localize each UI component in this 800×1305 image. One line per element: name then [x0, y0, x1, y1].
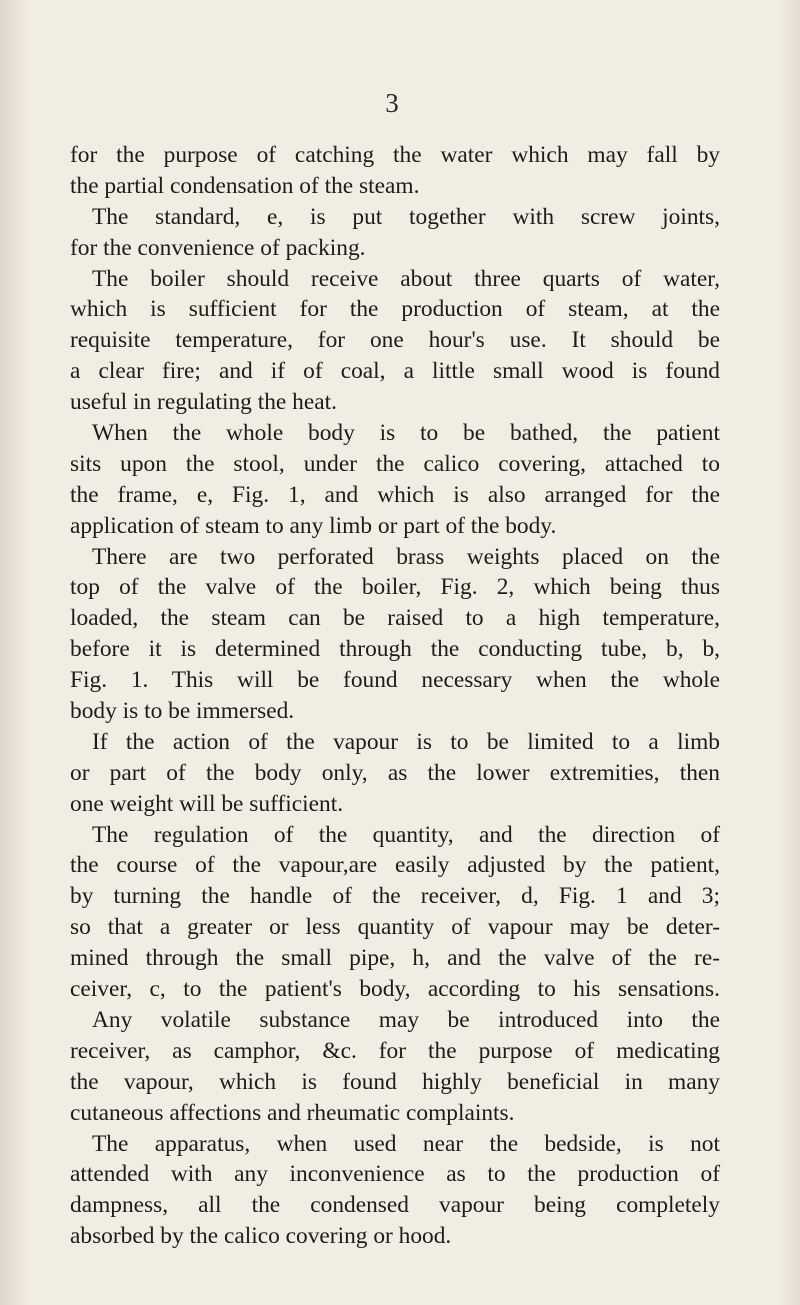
text-line: useful in regulating the heat. — [70, 389, 337, 416]
text-line: The apparatus, when used near the bedside, is not — [92, 1130, 720, 1157]
text-line: the partial condensation of the steam. — [70, 172, 420, 199]
text-line: by turning the handle of the receiver, d, Fig. 1 and 3; — [70, 883, 720, 910]
text-line: the frame, e, Fig. 1, and which is also arranged for the — [70, 481, 720, 508]
text-line: receiver, as camphor, &c. for the purpose of medicating — [70, 1037, 720, 1064]
text-line: one weight will be sufficient. — [70, 790, 344, 817]
text-line: before it is determined through the conducting tube, b, b, — [70, 636, 720, 663]
text-line: Any volatile substance may be introduced into the — [92, 1006, 720, 1033]
text-line: body is to be immersed. — [70, 698, 295, 725]
text-line: mined through the small pipe, h, and the valve of the re- — [70, 945, 720, 972]
text-line: for the convenience of packing. — [70, 234, 366, 261]
text-line: If the action of the vapour is to be limited to a limb — [92, 728, 720, 755]
text-line: ceiver, c, to the patient's body, according to his sensations. — [70, 976, 720, 1003]
text-line: for the purpose of catching the water which may fall by — [70, 142, 720, 168]
text-line: top of the valve of the boiler, Fig. 2, which being thus — [70, 574, 720, 601]
text-line: a clear fire; and if of coal, a little small wood is found — [70, 358, 720, 385]
text-line: The standard, e, is put together with screw joints, — [92, 203, 720, 230]
text-line: the course of the vapour,are easily adjusted by the patient, — [70, 852, 720, 879]
text-line: absorbed by the calico covering or hood. — [70, 1223, 452, 1250]
text-line: The regulation of the quantity, and the direction of — [92, 821, 720, 848]
text-line: Fig. 1. This will be found necessary when the whole — [70, 667, 720, 694]
text-line: application of steam to any limb or part of the body. — [70, 512, 557, 539]
text-line: There are two perforated brass weights placed on the — [92, 543, 720, 570]
text-line: sits upon the stool, under the calico covering, attached to — [70, 450, 720, 477]
text-line: or part of the body only, as the lower extremities, then — [70, 759, 720, 786]
text-line: which is sufficient for the production of steam, at the — [70, 296, 720, 323]
text-line: The boiler should receive about three quarts of water, — [92, 265, 720, 292]
text-line: When the whole body is to be bathed, the patient — [92, 420, 720, 447]
text-line: attended with any inconvenience as to the production of — [70, 1161, 720, 1188]
text-line: dampness, all the condensed vapour being completely — [70, 1192, 720, 1219]
text-line: the vapour, which is found highly beneficial in many — [70, 1068, 720, 1095]
text-line: loaded, the steam can be raised to a high temperature, — [70, 605, 720, 632]
text-line: so that a greater or less quantity of vapour may be deter- — [70, 914, 720, 941]
text-line: cutaneous affections and rheumatic complaints. — [70, 1099, 515, 1126]
page-number: 3 — [385, 88, 399, 118]
body-text — [70, 140, 720, 1252]
text-line: requisite temperature, for one hour's use. It should be — [70, 327, 720, 354]
